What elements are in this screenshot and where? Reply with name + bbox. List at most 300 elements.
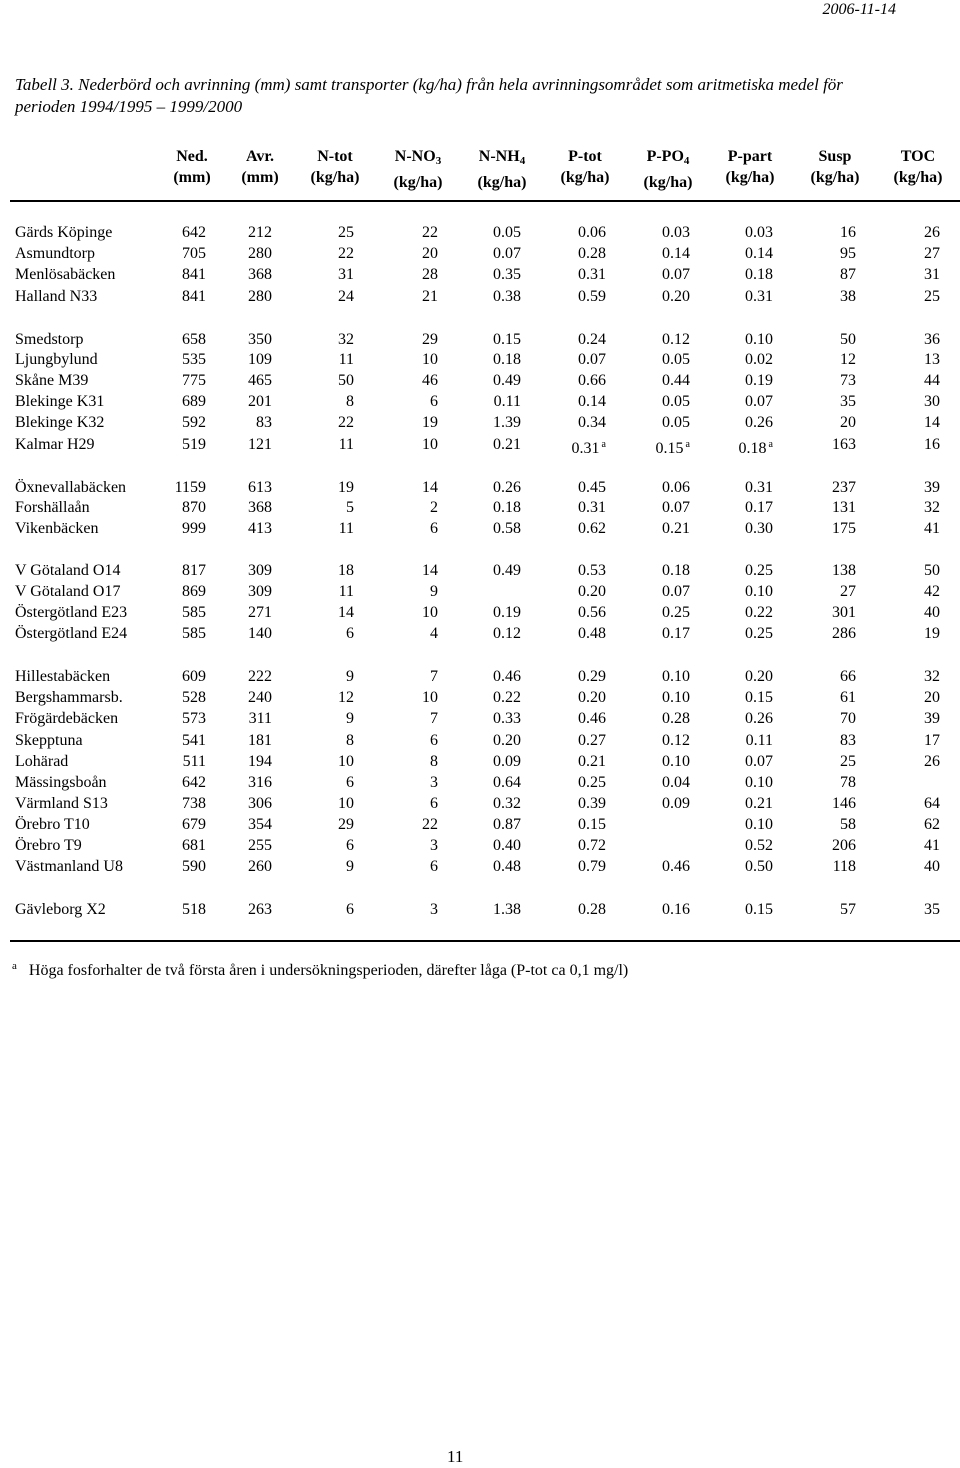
data-cell: 13 bbox=[924, 351, 940, 368]
data-cell: 6 bbox=[430, 732, 438, 749]
table-row bbox=[0, 222, 960, 243]
column-header-unit: (kg/ha) bbox=[725, 169, 775, 186]
station-name: Halland N33 bbox=[15, 288, 98, 305]
data-cell: 26 bbox=[924, 753, 940, 770]
page-number: 11 bbox=[447, 1447, 464, 1466]
data-cell: 0.21 bbox=[662, 520, 690, 537]
footnote bbox=[12, 955, 628, 982]
data-cell: 0.46 bbox=[662, 858, 690, 875]
data-cell: 20 bbox=[422, 245, 438, 262]
data-cell: 22 bbox=[338, 245, 354, 262]
data-cell: 0.06 bbox=[578, 224, 606, 241]
data-cell: 73 bbox=[840, 372, 856, 389]
data-cell: 301 bbox=[832, 604, 856, 621]
station-name: V Götaland O17 bbox=[15, 583, 121, 600]
table-row bbox=[0, 687, 960, 708]
column-header-label: N-tot bbox=[317, 148, 353, 165]
data-cell: 0.04 bbox=[662, 774, 690, 791]
data-cell: 0.07 bbox=[578, 351, 606, 368]
table-top-rule bbox=[10, 200, 960, 202]
station-name: Asmundtorp bbox=[15, 245, 95, 262]
data-cell: 46 bbox=[422, 372, 438, 389]
data-cell: 0.12 bbox=[662, 331, 690, 348]
data-cell: 31 bbox=[924, 266, 940, 283]
data-cell: 0.29 bbox=[578, 668, 606, 685]
data-cell: 0.58 bbox=[493, 520, 521, 537]
data-cell: 175 bbox=[832, 520, 856, 537]
table-row bbox=[0, 370, 960, 391]
data-cell: 573 bbox=[182, 710, 206, 727]
data-cell: 280 bbox=[248, 245, 272, 262]
data-cell: 0.06 bbox=[662, 479, 690, 496]
column-header-label: TOC bbox=[900, 148, 936, 165]
data-cell: 309 bbox=[248, 583, 272, 600]
column-header-label: Avr. bbox=[246, 148, 274, 165]
data-cell: 0.46 bbox=[578, 710, 606, 727]
data-cell: 0.02 bbox=[745, 351, 773, 368]
data-cell: 519 bbox=[182, 436, 206, 453]
column-header-label: P-part bbox=[727, 148, 773, 165]
data-cell: 201 bbox=[248, 393, 272, 410]
data-cell: 354 bbox=[248, 816, 272, 833]
data-cell: 0.87 bbox=[493, 816, 521, 833]
data-cell: 0.17 bbox=[745, 499, 773, 516]
data-cell: 0.31 $^a$ bbox=[571, 439, 606, 457]
data-cell: 0.05 bbox=[493, 224, 521, 241]
data-cell: 0.07 bbox=[745, 393, 773, 410]
data-cell: 50 bbox=[924, 562, 940, 579]
data-cell: 40 bbox=[924, 604, 940, 621]
data-cell: 0.28 bbox=[578, 901, 606, 918]
data-cell: 40 bbox=[924, 858, 940, 875]
column-header-label: N-NH bbox=[478, 148, 520, 165]
data-cell: 14 bbox=[422, 562, 438, 579]
data-cell: 6 bbox=[346, 837, 354, 854]
data-cell: 681 bbox=[182, 837, 206, 854]
data-cell: 1.38 bbox=[493, 901, 521, 918]
data-cell: 679 bbox=[182, 816, 206, 833]
data-cell: 22 bbox=[422, 816, 438, 833]
data-cell: 32 bbox=[924, 499, 940, 516]
data-cell: 118 bbox=[832, 858, 856, 875]
data-cell: 9 bbox=[346, 710, 354, 727]
data-cell: 0.07 bbox=[662, 266, 690, 283]
data-cell: 0.79 bbox=[578, 858, 606, 875]
data-cell: 44 bbox=[924, 372, 940, 389]
data-cell: 0.10 bbox=[662, 668, 690, 685]
data-cell: 14 bbox=[924, 414, 940, 431]
table-row bbox=[0, 602, 960, 623]
table-row bbox=[0, 772, 960, 793]
data-cell: 12 bbox=[338, 689, 354, 706]
data-cell: 83 bbox=[840, 732, 856, 749]
station-name: Hillestabäcken bbox=[15, 668, 111, 685]
station-name: Örebro T10 bbox=[15, 816, 90, 833]
data-cell: 0.10 bbox=[745, 816, 773, 833]
column-header-unit: (kg/ha) bbox=[810, 169, 860, 186]
data-cell: 6 bbox=[430, 520, 438, 537]
data-cell: 6 bbox=[346, 901, 354, 918]
data-cell: 0.18 bbox=[493, 351, 521, 368]
data-cell: 12 bbox=[840, 351, 856, 368]
data-cell: 30 bbox=[924, 393, 940, 410]
data-cell: 22 bbox=[338, 414, 354, 431]
data-cell: 311 bbox=[248, 710, 272, 727]
table-row bbox=[0, 751, 960, 772]
station-name: Örebro T9 bbox=[15, 837, 82, 854]
data-cell: 131 bbox=[832, 499, 856, 516]
data-cell: 8 bbox=[346, 393, 354, 410]
data-cell: 14 bbox=[422, 479, 438, 496]
data-cell: 237 bbox=[832, 479, 856, 496]
data-cell: 8 bbox=[430, 753, 438, 770]
data-cell: 57 bbox=[840, 901, 856, 918]
data-cell: 0.09 bbox=[662, 795, 690, 812]
data-cell: 35 bbox=[840, 393, 856, 410]
data-cell: 0.07 bbox=[662, 583, 690, 600]
data-cell: 78 bbox=[840, 774, 856, 791]
data-cell: 0.18 bbox=[662, 562, 690, 579]
data-cell: 870 bbox=[182, 499, 206, 516]
data-cell: 0.19 bbox=[493, 604, 521, 621]
data-cell: 592 bbox=[182, 414, 206, 431]
data-cell: 0.17 bbox=[662, 625, 690, 642]
station-name: Blekinge K31 bbox=[15, 393, 105, 410]
data-cell: 14 bbox=[338, 604, 354, 621]
data-cell: 817 bbox=[182, 562, 206, 579]
data-cell: 0.21 bbox=[493, 436, 521, 453]
data-cell: 535 bbox=[182, 351, 206, 368]
data-cell: 0.10 bbox=[662, 689, 690, 706]
data-cell: 10 bbox=[422, 351, 438, 368]
data-cell: 16 bbox=[840, 224, 856, 241]
data-cell: 8 bbox=[346, 732, 354, 749]
data-cell: 24 bbox=[338, 288, 354, 305]
data-cell: 3 bbox=[430, 774, 438, 791]
data-cell: 0.14 bbox=[578, 393, 606, 410]
data-cell: 7 bbox=[430, 710, 438, 727]
data-cell: 163 bbox=[832, 436, 856, 453]
data-cell: 50 bbox=[338, 372, 354, 389]
data-cell: 0.03 bbox=[745, 224, 773, 241]
data-cell: 0.40 bbox=[493, 837, 521, 854]
data-cell: 11 bbox=[338, 583, 354, 600]
footnote-text: Höga fosforhalter de två första åren i undersökningsperioden, därefter låga (P-tot ca 0,1 mg/l) bbox=[28, 962, 629, 979]
table-row bbox=[0, 264, 960, 285]
data-cell: 39 bbox=[924, 479, 940, 496]
table-row bbox=[0, 349, 960, 370]
column-header-label: Ned. bbox=[176, 148, 208, 165]
data-cell: 1.39 bbox=[493, 414, 521, 431]
data-cell: 38 bbox=[840, 288, 856, 305]
data-cell: 0.07 bbox=[745, 753, 773, 770]
station-name: Bergshammarsb. bbox=[15, 689, 123, 706]
table-row bbox=[0, 560, 960, 581]
data-cell: 35 bbox=[924, 901, 940, 918]
data-cell: 9 bbox=[346, 668, 354, 685]
data-cell: 0.05 bbox=[662, 393, 690, 410]
data-cell: 41 bbox=[924, 520, 940, 537]
data-cell: 271 bbox=[248, 604, 272, 621]
column-header-unit: (kg/ha) bbox=[393, 174, 443, 191]
data-cell: 1159 bbox=[174, 479, 206, 496]
table-row bbox=[0, 391, 960, 412]
data-cell: 7 bbox=[430, 668, 438, 685]
data-cell: 518 bbox=[182, 901, 206, 918]
data-cell: 0.25 bbox=[578, 774, 606, 791]
station-name: Smedstorp bbox=[15, 331, 84, 348]
column-header-label: Susp bbox=[818, 148, 852, 165]
station-name: Öxnevallabäcken bbox=[15, 479, 127, 496]
table-row bbox=[0, 814, 960, 835]
station-name: Östergötland E24 bbox=[15, 625, 128, 642]
data-cell: 4 bbox=[430, 625, 438, 642]
table-row bbox=[0, 708, 960, 729]
station-name: V Götaland O14 bbox=[15, 562, 121, 579]
data-cell: 0.44 bbox=[662, 372, 690, 389]
station-name: Blekinge K32 bbox=[15, 414, 105, 431]
data-cell: 9 bbox=[346, 858, 354, 875]
data-cell: 0.45 bbox=[578, 479, 606, 496]
table-row bbox=[0, 329, 960, 350]
column-header-label: N-NO bbox=[394, 148, 436, 165]
data-cell: 0.59 bbox=[578, 288, 606, 305]
data-cell: 0.31 bbox=[578, 499, 606, 516]
data-cell: 0.07 bbox=[662, 499, 690, 516]
data-cell: 138 bbox=[832, 562, 856, 579]
data-cell: 32 bbox=[924, 668, 940, 685]
data-cell: 29 bbox=[338, 816, 354, 833]
table-row bbox=[0, 412, 960, 433]
station-name: Lohärad bbox=[15, 753, 69, 770]
data-cell: 0.27 bbox=[578, 732, 606, 749]
data-cell: 0.05 bbox=[662, 414, 690, 431]
data-cell: 255 bbox=[248, 837, 272, 854]
data-cell: 0.26 bbox=[745, 414, 773, 431]
station-name: Västmanland U8 bbox=[15, 858, 123, 875]
data-cell: 66 bbox=[840, 668, 856, 685]
data-cell: 0.03 bbox=[662, 224, 690, 241]
data-cell: 29 bbox=[422, 331, 438, 348]
table-caption: Tabell 3. Nederbörd och avrinning (mm) samt transporter (kg/ha) från hela avrinningsområdet som aritmetiska medel för perioden 1994/1995 – 1999/2000 bbox=[15, 75, 843, 116]
data-cell: 511 bbox=[182, 753, 206, 770]
data-cell: 0.22 bbox=[493, 689, 521, 706]
data-cell: 146 bbox=[832, 795, 856, 812]
data-cell: 0.28 bbox=[662, 710, 690, 727]
data-cell: 6 bbox=[430, 393, 438, 410]
data-cell: 27 bbox=[840, 583, 856, 600]
station-name: Skepptuna bbox=[15, 732, 83, 749]
data-cell: 5 bbox=[346, 499, 354, 516]
data-cell: 0.24 bbox=[578, 331, 606, 348]
data-cell: 25 bbox=[338, 224, 354, 241]
data-cell: 2 bbox=[430, 499, 438, 516]
station-name: Östergötland E23 bbox=[15, 604, 128, 621]
station-name: Värmland S13 bbox=[15, 795, 108, 812]
data-cell: 26 bbox=[924, 224, 940, 241]
data-cell: 999 bbox=[182, 520, 206, 537]
data-cell: 0.25 bbox=[745, 625, 773, 642]
data-cell: 541 bbox=[182, 732, 206, 749]
data-cell: 6 bbox=[346, 774, 354, 791]
data-cell: 0.10 bbox=[745, 331, 773, 348]
data-cell: 0.35 bbox=[493, 266, 521, 283]
table-row bbox=[0, 666, 960, 687]
column-header-label: P-PO bbox=[646, 148, 684, 165]
station-name: Menlösabäcken bbox=[15, 266, 116, 283]
data-cell: 109 bbox=[248, 351, 272, 368]
data-cell: 10 bbox=[422, 436, 438, 453]
data-cell: 0.20 bbox=[745, 668, 773, 685]
column-header-unit: (kg/ha) bbox=[477, 174, 527, 191]
footnote-mark: a bbox=[12, 960, 17, 972]
data-cell: 613 bbox=[248, 479, 272, 496]
data-cell: 0.26 bbox=[493, 479, 521, 496]
data-cell: 0.34 bbox=[578, 414, 606, 431]
data-cell: 87 bbox=[840, 266, 856, 283]
footnote-reference: a bbox=[685, 439, 690, 450]
data-cell: 0.15 $^a$ bbox=[655, 439, 690, 457]
data-cell: 0.31 bbox=[745, 288, 773, 305]
data-cell: 140 bbox=[248, 625, 272, 642]
table-row bbox=[0, 623, 960, 644]
data-cell: 0.26 bbox=[745, 710, 773, 727]
station-name: Skåne M39 bbox=[15, 372, 89, 389]
station-name: Ljungbylund bbox=[15, 351, 98, 368]
data-cell: 585 bbox=[182, 604, 206, 621]
data-cell: 0.48 bbox=[578, 625, 606, 642]
data-cell: 280 bbox=[248, 288, 272, 305]
data-cell: 306 bbox=[248, 795, 272, 812]
data-cell: 10 bbox=[422, 604, 438, 621]
table-row bbox=[0, 899, 960, 920]
column-header-subscript: 3 bbox=[435, 155, 442, 167]
data-cell: 0.15 bbox=[745, 901, 773, 918]
data-cell: 0.31 bbox=[578, 266, 606, 283]
data-cell: 0.32 bbox=[493, 795, 521, 812]
data-cell: 0.25 bbox=[745, 562, 773, 579]
data-cell: 194 bbox=[248, 753, 272, 770]
data-cell: 0.14 bbox=[662, 245, 690, 262]
column-header-unit: (mm) bbox=[241, 169, 279, 186]
data-cell: 0.11 bbox=[745, 732, 773, 749]
data-cell: 0.05 bbox=[662, 351, 690, 368]
data-cell: 83 bbox=[256, 414, 272, 431]
data-cell: 19 bbox=[422, 414, 438, 431]
data-cell: 585 bbox=[182, 625, 206, 642]
data-cell: 738 bbox=[182, 795, 206, 812]
table-row bbox=[0, 477, 960, 498]
data-cell: 316 bbox=[248, 774, 272, 791]
data-cell: 0.28 bbox=[578, 245, 606, 262]
data-cell: 0.10 bbox=[745, 774, 773, 791]
data-cell: 841 bbox=[182, 288, 206, 305]
column-header-subscript: 4 bbox=[683, 155, 690, 167]
data-cell: 0.15 bbox=[578, 816, 606, 833]
table-row bbox=[0, 243, 960, 264]
data-cell: 62 bbox=[924, 816, 940, 833]
data-cell: 11 bbox=[338, 351, 354, 368]
column-header-unit: (kg/ha) bbox=[893, 169, 943, 186]
data-cell: 0.39 bbox=[578, 795, 606, 812]
table-row bbox=[0, 497, 960, 518]
data-cell: 27 bbox=[924, 245, 940, 262]
data-cell: 3 bbox=[430, 837, 438, 854]
data-cell: 16 bbox=[924, 436, 940, 453]
data-cell: 64 bbox=[924, 795, 940, 812]
data-cell: 0.46 bbox=[493, 668, 521, 685]
data-cell: 642 bbox=[182, 224, 206, 241]
data-cell: 0.31 bbox=[745, 479, 773, 496]
data-cell: 10 bbox=[338, 753, 354, 770]
data-cell: 121 bbox=[248, 436, 272, 453]
data-cell: 6 bbox=[430, 795, 438, 812]
data-cell: 0.50 bbox=[745, 858, 773, 875]
station-name: Gärds Köpinge bbox=[15, 224, 113, 241]
data-cell: 0.48 bbox=[493, 858, 521, 875]
column-header-subscript: 4 bbox=[519, 155, 526, 167]
footnote-reference: a bbox=[768, 439, 773, 450]
data-cell: 609 bbox=[182, 668, 206, 685]
data-cell: 0.09 bbox=[493, 753, 521, 770]
data-cell: 61 bbox=[840, 689, 856, 706]
data-cell: 11 bbox=[338, 436, 354, 453]
data-cell: 28 bbox=[422, 266, 438, 283]
data-cell: 841 bbox=[182, 266, 206, 283]
data-cell: 309 bbox=[248, 562, 272, 579]
data-cell: 0.20 bbox=[662, 288, 690, 305]
data-cell: 0.15 bbox=[745, 689, 773, 706]
data-cell: 0.15 bbox=[493, 331, 521, 348]
data-cell: 20 bbox=[924, 689, 940, 706]
column-header-label: P-tot bbox=[568, 148, 602, 165]
data-cell: 6 bbox=[346, 625, 354, 642]
data-cell: 18 bbox=[338, 562, 354, 579]
column-header bbox=[868, 146, 960, 188]
table-row bbox=[0, 286, 960, 307]
station-name: Forshällaån bbox=[15, 499, 90, 516]
data-cell: 413 bbox=[248, 520, 272, 537]
data-cell: 17 bbox=[924, 732, 940, 749]
data-cell: 689 bbox=[182, 393, 206, 410]
data-cell: 590 bbox=[182, 858, 206, 875]
column-header-unit: (kg/ha) bbox=[643, 174, 693, 191]
station-name: Gävleborg X2 bbox=[15, 901, 106, 918]
table-row bbox=[0, 434, 960, 455]
data-cell: 10 bbox=[338, 795, 354, 812]
station-name: Vikenbäcken bbox=[15, 520, 99, 537]
data-cell: 0.14 bbox=[745, 245, 773, 262]
data-cell: 465 bbox=[248, 372, 272, 389]
data-cell: 0.72 bbox=[578, 837, 606, 854]
data-cell: 212 bbox=[248, 224, 272, 241]
table-row bbox=[0, 518, 960, 539]
data-cell: 368 bbox=[248, 266, 272, 283]
data-cell: 0.21 bbox=[745, 795, 773, 812]
data-cell: 0.11 bbox=[493, 393, 521, 410]
data-cell: 0.12 bbox=[662, 732, 690, 749]
data-cell: 206 bbox=[832, 837, 856, 854]
data-cell: 0.18 $^a$ bbox=[738, 439, 773, 457]
table-row bbox=[0, 581, 960, 602]
column-header-unit: (kg/ha) bbox=[310, 169, 360, 186]
data-cell: 869 bbox=[182, 583, 206, 600]
station-name: Kalmar H29 bbox=[15, 436, 95, 453]
data-cell: 528 bbox=[182, 689, 206, 706]
data-cell: 0.10 bbox=[662, 753, 690, 770]
station-name: Frögärdebäcken bbox=[15, 710, 119, 727]
data-cell: 95 bbox=[840, 245, 856, 262]
